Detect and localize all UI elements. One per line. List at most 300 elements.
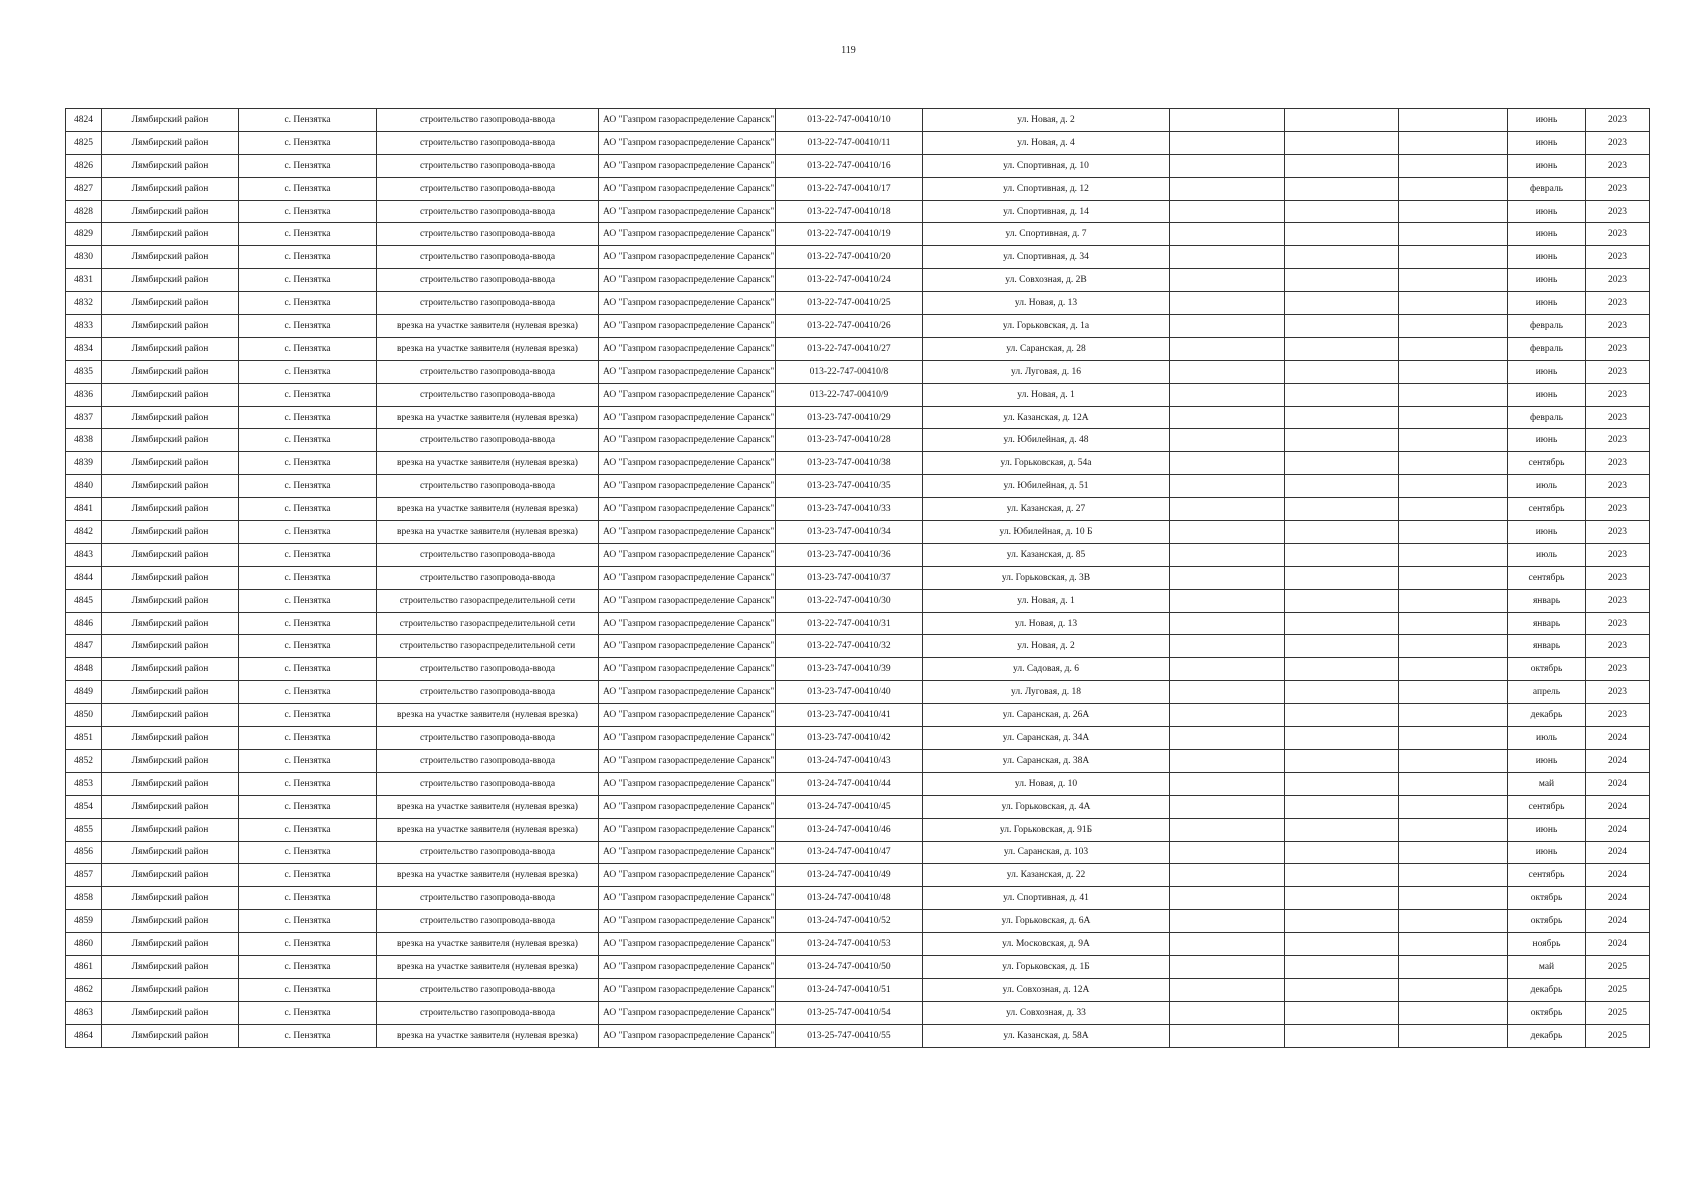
address-cell: ул. Новая, д. 1 <box>923 383 1170 406</box>
year-cell: 2025 <box>1586 978 1650 1001</box>
application-code-cell: 013-22-747-00410/26 <box>776 315 923 338</box>
address-cell: ул. Юбилейная, д. 48 <box>923 429 1170 452</box>
row-number-cell: 4831 <box>66 269 102 292</box>
empty-cell <box>1285 429 1399 452</box>
row-number-cell: 4855 <box>66 818 102 841</box>
year-cell: 2025 <box>1586 955 1650 978</box>
district-cell: Лямбирский район <box>102 337 239 360</box>
month-cell: июнь <box>1508 292 1586 315</box>
empty-cell <box>1285 109 1399 132</box>
empty-cell <box>1285 933 1399 956</box>
address-cell: ул. Спортивная, д. 7 <box>923 223 1170 246</box>
year-cell: 2023 <box>1586 177 1650 200</box>
empty-cell <box>1285 887 1399 910</box>
empty-cell <box>1285 589 1399 612</box>
application-code-cell: 013-23-747-00410/39 <box>776 658 923 681</box>
month-cell: июнь <box>1508 109 1586 132</box>
empty-cell <box>1170 727 1285 750</box>
page-number: 119 <box>841 45 856 56</box>
month-cell: сентябрь <box>1508 795 1586 818</box>
empty-cell <box>1399 429 1508 452</box>
row-number-cell: 4860 <box>66 933 102 956</box>
row-number-cell: 4862 <box>66 978 102 1001</box>
table-row <box>66 1001 1650 1024</box>
application-code-cell: 013-24-747-00410/45 <box>776 795 923 818</box>
work-type-cell: врезка на участке заявителя (нулевая врезка) <box>377 955 599 978</box>
empty-cell <box>1170 543 1285 566</box>
address-cell: ул. Горьковская, д. 6А <box>923 910 1170 933</box>
application-code-cell: 013-22-747-00410/25 <box>776 292 923 315</box>
row-number-cell: 4854 <box>66 795 102 818</box>
district-cell: Лямбирский район <box>102 246 239 269</box>
table-row <box>66 498 1650 521</box>
district-cell: Лямбирский район <box>102 429 239 452</box>
table-row <box>66 315 1650 338</box>
application-code-cell: 013-24-747-00410/51 <box>776 978 923 1001</box>
empty-cell <box>1285 864 1399 887</box>
district-cell: Лямбирский район <box>102 452 239 475</box>
address-cell: ул. Новая, д. 2 <box>923 635 1170 658</box>
month-cell: декабрь <box>1508 978 1586 1001</box>
table-row <box>66 772 1650 795</box>
address-cell: ул. Казанская, д. 22 <box>923 864 1170 887</box>
empty-cell <box>1285 223 1399 246</box>
settlement-cell: с. Пензятка <box>239 269 377 292</box>
empty-cell <box>1285 452 1399 475</box>
table-row <box>66 383 1650 406</box>
work-type-cell: строительство газопровода-ввода <box>377 658 599 681</box>
district-cell: Лямбирский район <box>102 1024 239 1047</box>
application-code-cell: 013-22-747-00410/11 <box>776 131 923 154</box>
work-type-cell: строительство газопровода-ввода <box>377 727 599 750</box>
empty-cell <box>1285 269 1399 292</box>
empty-cell <box>1399 635 1508 658</box>
address-cell: ул. Новая, д. 10 <box>923 772 1170 795</box>
year-cell: 2023 <box>1586 154 1650 177</box>
table-row <box>66 543 1650 566</box>
district-cell: Лямбирский район <box>102 910 239 933</box>
table-row <box>66 910 1650 933</box>
empty-cell <box>1399 154 1508 177</box>
month-cell: май <box>1508 955 1586 978</box>
table-row <box>66 360 1650 383</box>
settlement-cell: с. Пензятка <box>239 543 377 566</box>
settlement-cell: с. Пензятка <box>239 1024 377 1047</box>
empty-cell <box>1399 910 1508 933</box>
district-cell: Лямбирский район <box>102 292 239 315</box>
year-cell: 2023 <box>1586 589 1650 612</box>
table-row <box>66 406 1650 429</box>
empty-cell <box>1170 772 1285 795</box>
address-cell: ул. Спортивная, д. 41 <box>923 887 1170 910</box>
table-row <box>66 337 1650 360</box>
month-cell: июнь <box>1508 154 1586 177</box>
empty-cell <box>1285 910 1399 933</box>
empty-cell <box>1285 360 1399 383</box>
work-type-cell: строительство газораспределительной сети <box>377 589 599 612</box>
application-code-cell: 013-23-747-00410/29 <box>776 406 923 429</box>
table-row <box>66 727 1650 750</box>
address-cell: ул. Спортивная, д. 12 <box>923 177 1170 200</box>
organization-cell: АО "Газпром газораспределение Саранск" <box>599 498 776 521</box>
year-cell: 2023 <box>1586 521 1650 544</box>
work-type-cell: строительство газопровода-ввода <box>377 360 599 383</box>
settlement-cell: с. Пензятка <box>239 475 377 498</box>
application-code-cell: 013-24-747-00410/47 <box>776 841 923 864</box>
organization-cell: АО "Газпром газораспределение Саранск" <box>599 658 776 681</box>
year-cell: 2024 <box>1586 841 1650 864</box>
settlement-cell: с. Пензятка <box>239 818 377 841</box>
year-cell: 2023 <box>1586 246 1650 269</box>
register-body <box>66 109 1650 1048</box>
empty-cell <box>1170 154 1285 177</box>
settlement-cell: с. Пензятка <box>239 452 377 475</box>
empty-cell <box>1399 841 1508 864</box>
table-row <box>66 681 1650 704</box>
address-cell: ул. Казанская, д. 85 <box>923 543 1170 566</box>
district-cell: Лямбирский район <box>102 589 239 612</box>
year-cell: 2023 <box>1586 498 1650 521</box>
settlement-cell: с. Пензятка <box>239 955 377 978</box>
empty-cell <box>1399 749 1508 772</box>
empty-cell <box>1285 704 1399 727</box>
year-cell: 2023 <box>1586 612 1650 635</box>
settlement-cell: с. Пензятка <box>239 177 377 200</box>
empty-cell <box>1170 910 1285 933</box>
month-cell: январь <box>1508 635 1586 658</box>
row-number-cell: 4849 <box>66 681 102 704</box>
row-number-cell: 4827 <box>66 177 102 200</box>
row-number-cell: 4840 <box>66 475 102 498</box>
empty-cell <box>1170 818 1285 841</box>
application-code-cell: 013-22-747-00410/27 <box>776 337 923 360</box>
month-cell: июнь <box>1508 223 1586 246</box>
district-cell: Лямбирский район <box>102 818 239 841</box>
application-code-cell: 013-22-747-00410/18 <box>776 200 923 223</box>
empty-cell <box>1170 841 1285 864</box>
application-code-cell: 013-23-747-00410/38 <box>776 452 923 475</box>
empty-cell <box>1399 315 1508 338</box>
work-type-cell: врезка на участке заявителя (нулевая врезка) <box>377 704 599 727</box>
month-cell: июнь <box>1508 131 1586 154</box>
settlement-cell: с. Пензятка <box>239 246 377 269</box>
district-cell: Лямбирский район <box>102 795 239 818</box>
table-row <box>66 1024 1650 1047</box>
empty-cell <box>1285 337 1399 360</box>
empty-cell <box>1399 864 1508 887</box>
empty-cell <box>1399 269 1508 292</box>
application-code-cell: 013-23-747-00410/35 <box>776 475 923 498</box>
application-code-cell: 013-25-747-00410/54 <box>776 1001 923 1024</box>
organization-cell: АО "Газпром газораспределение Саранск" <box>599 223 776 246</box>
address-cell: ул. Саранская, д. 38А <box>923 749 1170 772</box>
organization-cell: АО "Газпром газораспределение Саранск" <box>599 818 776 841</box>
month-cell: июнь <box>1508 246 1586 269</box>
empty-cell <box>1399 978 1508 1001</box>
work-type-cell: строительство газопровода-ввода <box>377 154 599 177</box>
district-cell: Лямбирский район <box>102 772 239 795</box>
work-type-cell: строительство газораспределительной сети <box>377 635 599 658</box>
month-cell: декабрь <box>1508 1024 1586 1047</box>
row-number-cell: 4850 <box>66 704 102 727</box>
district-cell: Лямбирский район <box>102 841 239 864</box>
work-type-cell: врезка на участке заявителя (нулевая врезка) <box>377 864 599 887</box>
address-cell: ул. Новая, д. 1 <box>923 589 1170 612</box>
table-row <box>66 749 1650 772</box>
month-cell: февраль <box>1508 315 1586 338</box>
table-row <box>66 521 1650 544</box>
address-cell: ул. Спортивная, д. 10 <box>923 154 1170 177</box>
empty-cell <box>1285 475 1399 498</box>
row-number-cell: 4853 <box>66 772 102 795</box>
settlement-cell: с. Пензятка <box>239 933 377 956</box>
row-number-cell: 4833 <box>66 315 102 338</box>
settlement-cell: с. Пензятка <box>239 315 377 338</box>
organization-cell: АО "Газпром газораспределение Саранск" <box>599 315 776 338</box>
month-cell: июнь <box>1508 818 1586 841</box>
work-type-cell: врезка на участке заявителя (нулевая врезка) <box>377 337 599 360</box>
empty-cell <box>1285 635 1399 658</box>
settlement-cell: с. Пензятка <box>239 360 377 383</box>
application-code-cell: 013-24-747-00410/44 <box>776 772 923 795</box>
application-code-cell: 013-24-747-00410/43 <box>776 749 923 772</box>
table-row <box>66 429 1650 452</box>
application-code-cell: 013-23-747-00410/37 <box>776 566 923 589</box>
organization-cell: АО "Газпром газораспределение Саранск" <box>599 521 776 544</box>
address-cell: ул. Горьковская, д. 1а <box>923 315 1170 338</box>
empty-cell <box>1399 521 1508 544</box>
month-cell: июль <box>1508 475 1586 498</box>
work-type-cell: строительство газопровода-ввода <box>377 681 599 704</box>
address-cell: ул. Саранская, д. 28 <box>923 337 1170 360</box>
address-cell: ул. Совхозная, д. 12А <box>923 978 1170 1001</box>
year-cell: 2023 <box>1586 269 1650 292</box>
empty-cell <box>1399 452 1508 475</box>
address-cell: ул. Юбилейная, д. 10 Б <box>923 521 1170 544</box>
empty-cell <box>1170 795 1285 818</box>
row-number-cell: 4848 <box>66 658 102 681</box>
empty-cell <box>1170 498 1285 521</box>
empty-cell <box>1399 223 1508 246</box>
organization-cell: АО "Газпром газораспределение Саранск" <box>599 566 776 589</box>
organization-cell: АО "Газпром газораспределение Саранск" <box>599 131 776 154</box>
address-cell: ул. Московская, д. 9А <box>923 933 1170 956</box>
district-cell: Лямбирский район <box>102 315 239 338</box>
table-row <box>66 452 1650 475</box>
empty-cell <box>1399 887 1508 910</box>
district-cell: Лямбирский район <box>102 1001 239 1024</box>
empty-cell <box>1285 772 1399 795</box>
empty-cell <box>1399 200 1508 223</box>
district-cell: Лямбирский район <box>102 681 239 704</box>
year-cell: 2024 <box>1586 772 1650 795</box>
table-row <box>66 269 1650 292</box>
organization-cell: АО "Газпром газораспределение Саранск" <box>599 681 776 704</box>
row-number-cell: 4839 <box>66 452 102 475</box>
month-cell: июнь <box>1508 360 1586 383</box>
empty-cell <box>1399 383 1508 406</box>
month-cell: июнь <box>1508 841 1586 864</box>
empty-cell <box>1285 292 1399 315</box>
year-cell: 2023 <box>1586 681 1650 704</box>
empty-cell <box>1399 795 1508 818</box>
application-code-cell: 013-22-747-00410/8 <box>776 360 923 383</box>
district-cell: Лямбирский район <box>102 727 239 750</box>
empty-cell <box>1170 933 1285 956</box>
row-number-cell: 4847 <box>66 635 102 658</box>
month-cell: сентябрь <box>1508 864 1586 887</box>
year-cell: 2023 <box>1586 406 1650 429</box>
empty-cell <box>1170 360 1285 383</box>
application-code-cell: 013-23-747-00410/28 <box>776 429 923 452</box>
organization-cell: АО "Газпром газораспределение Саранск" <box>599 337 776 360</box>
settlement-cell: с. Пензятка <box>239 383 377 406</box>
table-row <box>66 177 1650 200</box>
district-cell: Лямбирский район <box>102 109 239 132</box>
row-number-cell: 4824 <box>66 109 102 132</box>
table-row <box>66 612 1650 635</box>
work-type-cell: строительство газораспределительной сети <box>377 612 599 635</box>
row-number-cell: 4845 <box>66 589 102 612</box>
row-number-cell: 4851 <box>66 727 102 750</box>
settlement-cell: с. Пензятка <box>239 910 377 933</box>
empty-cell <box>1285 315 1399 338</box>
address-cell: ул. Совхозная, д. 33 <box>923 1001 1170 1024</box>
month-cell: ноябрь <box>1508 933 1586 956</box>
empty-cell <box>1170 1024 1285 1047</box>
empty-cell <box>1399 589 1508 612</box>
empty-cell <box>1170 475 1285 498</box>
month-cell: январь <box>1508 589 1586 612</box>
month-cell: февраль <box>1508 406 1586 429</box>
empty-cell <box>1399 772 1508 795</box>
table-row <box>66 475 1650 498</box>
district-cell: Лямбирский район <box>102 498 239 521</box>
empty-cell <box>1399 566 1508 589</box>
empty-cell <box>1399 292 1508 315</box>
organization-cell: АО "Газпром газораспределение Саранск" <box>599 887 776 910</box>
row-number-cell: 4863 <box>66 1001 102 1024</box>
empty-cell <box>1285 406 1399 429</box>
table-row <box>66 955 1650 978</box>
month-cell: июль <box>1508 727 1586 750</box>
year-cell: 2024 <box>1586 818 1650 841</box>
settlement-cell: с. Пензятка <box>239 131 377 154</box>
row-number-cell: 4844 <box>66 566 102 589</box>
settlement-cell: с. Пензятка <box>239 521 377 544</box>
work-type-cell: строительство газопровода-ввода <box>377 841 599 864</box>
settlement-cell: с. Пензятка <box>239 337 377 360</box>
month-cell: май <box>1508 772 1586 795</box>
application-code-cell: 013-24-747-00410/53 <box>776 933 923 956</box>
address-cell: ул. Спортивная, д. 14 <box>923 200 1170 223</box>
row-number-cell: 4856 <box>66 841 102 864</box>
table-row <box>66 200 1650 223</box>
address-cell: ул. Горьковская, д. 54а <box>923 452 1170 475</box>
empty-cell <box>1285 1024 1399 1047</box>
application-code-cell: 013-24-747-00410/52 <box>776 910 923 933</box>
organization-cell: АО "Газпром газораспределение Саранск" <box>599 246 776 269</box>
work-type-cell: врезка на участке заявителя (нулевая врезка) <box>377 1024 599 1047</box>
year-cell: 2023 <box>1586 475 1650 498</box>
settlement-cell: с. Пензятка <box>239 978 377 1001</box>
work-type-cell: врезка на участке заявителя (нулевая врезка) <box>377 406 599 429</box>
table-row <box>66 131 1650 154</box>
table-row <box>66 795 1650 818</box>
application-code-cell: 013-22-747-00410/30 <box>776 589 923 612</box>
empty-cell <box>1399 360 1508 383</box>
work-type-cell: строительство газопровода-ввода <box>377 429 599 452</box>
organization-cell: АО "Газпром газораспределение Саранск" <box>599 772 776 795</box>
district-cell: Лямбирский район <box>102 383 239 406</box>
empty-cell <box>1170 864 1285 887</box>
settlement-cell: с. Пензятка <box>239 704 377 727</box>
district-cell: Лямбирский район <box>102 887 239 910</box>
application-code-cell: 013-22-747-00410/10 <box>776 109 923 132</box>
address-cell: ул. Новая, д. 13 <box>923 612 1170 635</box>
work-type-cell: врезка на участке заявителя (нулевая врезка) <box>377 818 599 841</box>
empty-cell <box>1399 498 1508 521</box>
year-cell: 2023 <box>1586 543 1650 566</box>
settlement-cell: с. Пензятка <box>239 612 377 635</box>
empty-cell <box>1399 658 1508 681</box>
empty-cell <box>1170 383 1285 406</box>
table-row <box>66 223 1650 246</box>
row-number-cell: 4829 <box>66 223 102 246</box>
district-cell: Лямбирский район <box>102 543 239 566</box>
empty-cell <box>1399 177 1508 200</box>
address-cell: ул. Юбилейная, д. 51 <box>923 475 1170 498</box>
address-cell: ул. Горьковская, д. 4А <box>923 795 1170 818</box>
district-cell: Лямбирский район <box>102 955 239 978</box>
work-type-cell: строительство газопровода-ввода <box>377 269 599 292</box>
empty-cell <box>1285 612 1399 635</box>
year-cell: 2023 <box>1586 315 1650 338</box>
year-cell: 2023 <box>1586 704 1650 727</box>
work-type-cell: строительство газопровода-ввода <box>377 910 599 933</box>
address-cell: ул. Совхозная, д. 2В <box>923 269 1170 292</box>
organization-cell: АО "Газпром газораспределение Саранск" <box>599 109 776 132</box>
month-cell: октябрь <box>1508 658 1586 681</box>
empty-cell <box>1285 658 1399 681</box>
empty-cell <box>1285 795 1399 818</box>
settlement-cell: с. Пензятка <box>239 200 377 223</box>
organization-cell: АО "Газпром газораспределение Саранск" <box>599 795 776 818</box>
year-cell: 2023 <box>1586 292 1650 315</box>
year-cell: 2024 <box>1586 795 1650 818</box>
month-cell: апрель <box>1508 681 1586 704</box>
address-cell: ул. Спортивная, д. 34 <box>923 246 1170 269</box>
empty-cell <box>1170 246 1285 269</box>
year-cell: 2023 <box>1586 429 1650 452</box>
application-code-cell: 013-23-747-00410/36 <box>776 543 923 566</box>
settlement-cell: с. Пензятка <box>239 292 377 315</box>
month-cell: июнь <box>1508 200 1586 223</box>
year-cell: 2024 <box>1586 727 1650 750</box>
district-cell: Лямбирский район <box>102 360 239 383</box>
row-number-cell: 4836 <box>66 383 102 406</box>
work-type-cell: строительство газопровода-ввода <box>377 475 599 498</box>
organization-cell: АО "Газпром газораспределение Саранск" <box>599 612 776 635</box>
organization-cell: АО "Газпром газораспределение Саранск" <box>599 360 776 383</box>
application-code-cell: 013-24-747-00410/46 <box>776 818 923 841</box>
settlement-cell: с. Пензятка <box>239 749 377 772</box>
year-cell: 2023 <box>1586 200 1650 223</box>
district-cell: Лямбирский район <box>102 223 239 246</box>
table-row <box>66 978 1650 1001</box>
year-cell: 2023 <box>1586 635 1650 658</box>
empty-cell <box>1399 818 1508 841</box>
